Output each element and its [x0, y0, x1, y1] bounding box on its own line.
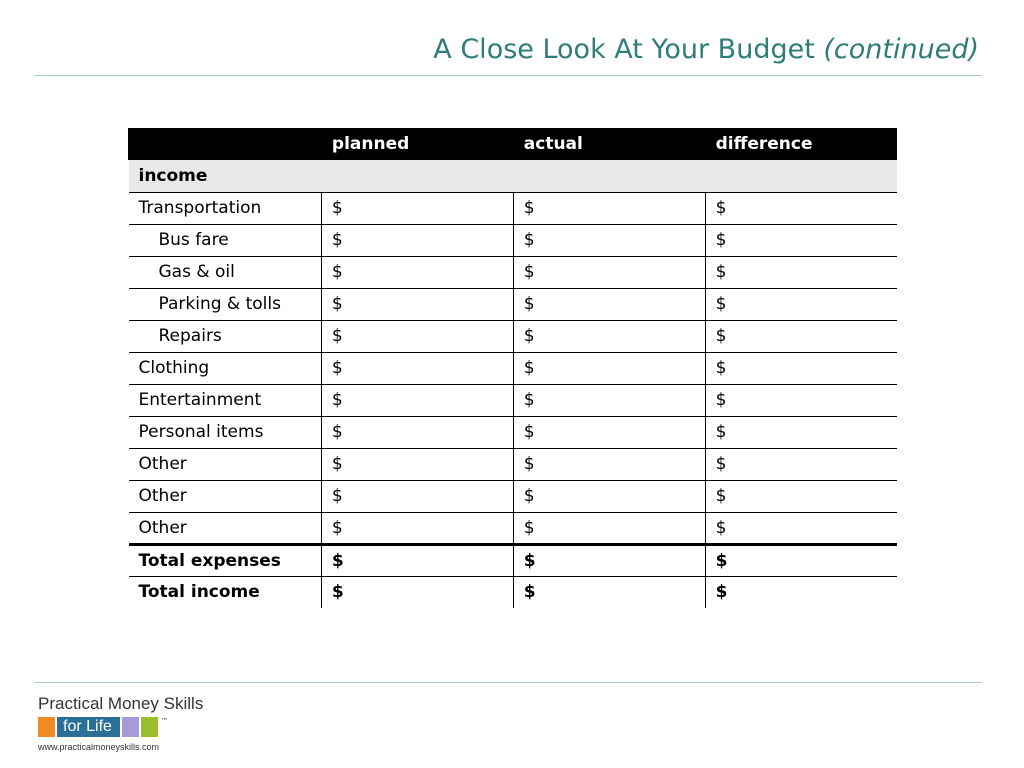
difference-cell: $: [705, 352, 897, 384]
row-label: Repairs: [129, 320, 322, 352]
row-label: Bus fare: [129, 224, 322, 256]
difference-cell: $: [705, 448, 897, 480]
planned-cell: $: [321, 352, 513, 384]
table-row: [129, 480, 898, 512]
actual-cell: $: [513, 256, 705, 288]
slide-title: [433, 34, 979, 65]
actual-cell: $: [513, 352, 705, 384]
header-cell-label: [129, 128, 322, 160]
difference-cell: $: [705, 576, 897, 608]
planned-cell: $: [321, 480, 513, 512]
row-label: Total income: [138, 582, 260, 603]
actual-cell: $: [513, 448, 705, 480]
actual-cell: $: [513, 288, 705, 320]
brand-logo: [38, 694, 203, 752]
section-row-income: [129, 160, 898, 192]
planned-cell: $: [321, 192, 513, 224]
slide-title-suffix: (continued): [823, 34, 979, 65]
planned-cell: $: [321, 224, 513, 256]
row-label: Gas & oil: [129, 256, 322, 288]
logo-url: www.practicalmoneyskills.com: [38, 742, 160, 752]
table-row: [129, 448, 898, 480]
slide-title-main: A Close Look At Your Budget: [433, 34, 815, 65]
actual-cell: $: [513, 224, 705, 256]
actual-cell: $: [513, 192, 705, 224]
row-label: Clothing: [129, 352, 322, 384]
actual-cell: $: [513, 576, 705, 608]
planned-cell: $: [321, 544, 513, 576]
planned-cell: $: [321, 288, 513, 320]
logo-tagline: for Life: [57, 717, 120, 737]
row-label: Entertainment: [129, 384, 322, 416]
total-expenses-row: [129, 544, 898, 576]
row-label: Transportation: [129, 192, 322, 224]
table-row: [129, 192, 898, 224]
table-row: [129, 416, 898, 448]
difference-cell: $: [705, 224, 897, 256]
logo-name: Practical Money Skills: [38, 694, 204, 713]
header-divider: [34, 75, 982, 76]
difference-cell: $: [705, 192, 897, 224]
difference-cell: $: [705, 512, 897, 544]
row-label: Other: [129, 512, 322, 544]
logo-orange-square: [38, 717, 55, 737]
planned-cell: $: [321, 416, 513, 448]
table-row: [129, 224, 898, 256]
actual-cell: $: [513, 544, 705, 576]
table-row: [129, 288, 898, 320]
actual-cell: $: [513, 384, 705, 416]
logo-lavender-square: [122, 717, 139, 737]
total-income-row: [129, 576, 898, 608]
header-cell-actual: actual: [513, 128, 705, 160]
actual-cell: $: [513, 320, 705, 352]
budget-table: [128, 128, 897, 608]
actual-cell: $: [513, 480, 705, 512]
difference-cell: $: [705, 320, 897, 352]
planned-cell: $: [321, 576, 513, 608]
row-label: Total expenses: [129, 544, 322, 576]
actual-cell: $: [513, 416, 705, 448]
footer-divider: [34, 682, 982, 683]
difference-cell: $: [705, 544, 897, 576]
table-row: [129, 384, 898, 416]
difference-cell: $: [705, 480, 897, 512]
logo-bar: [38, 717, 203, 739]
row-label: Other: [129, 480, 322, 512]
difference-cell: $: [705, 288, 897, 320]
planned-cell: $: [321, 384, 513, 416]
header-row: [129, 128, 898, 160]
table-row: [129, 512, 898, 544]
header-cell-planned: planned: [321, 128, 513, 160]
section-label: income: [129, 160, 898, 192]
planned-cell: $: [321, 512, 513, 544]
table-row: [129, 352, 898, 384]
difference-cell: $: [705, 416, 897, 448]
planned-cell: $: [321, 320, 513, 352]
planned-cell: $: [321, 448, 513, 480]
difference-cell: $: [705, 384, 897, 416]
logo-green-square: [141, 717, 158, 737]
table-row: [129, 320, 898, 352]
logo-trademark: ™: [160, 717, 168, 725]
row-label: Personal items: [129, 416, 322, 448]
header-cell-difference: difference: [705, 128, 897, 160]
actual-cell: $: [513, 512, 705, 544]
row-label: Other: [129, 448, 322, 480]
difference-cell: $: [705, 256, 897, 288]
table-row: [129, 256, 898, 288]
row-label: Parking & tolls: [129, 288, 322, 320]
planned-cell: $: [321, 256, 513, 288]
